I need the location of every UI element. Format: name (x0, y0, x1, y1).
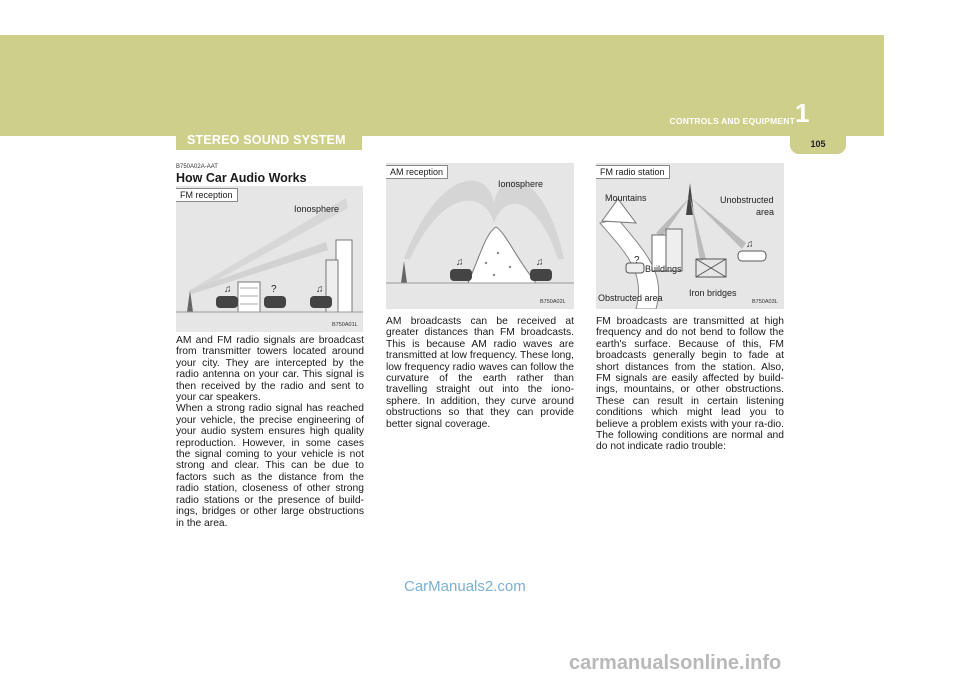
chapter-title: CONTROLS AND EQUIPMENT (669, 116, 795, 126)
page-number: 105 (810, 139, 826, 149)
svg-text:♫: ♫ (316, 284, 324, 295)
question-mark: ? (271, 284, 277, 295)
svg-text:♫: ♫ (456, 257, 464, 268)
chapter-number: 1 (795, 98, 810, 128)
watermark-bottom: carmanualsonline.info (569, 652, 782, 674)
right-body-text: FM broadcasts are transmitted at high frequency and do not bend to follow the earth's surface. Because of this, FM broadcasts generally begin to fade at short distances from the station. Also, FM signals are easily affected by build-ings, mountains, or other obstructions. These can result in certain listening conditions which might lead you to believe a problem exists with your ra-dio. The following conditions are normal and do not indicate radio trouble: (596, 316, 784, 453)
section-code: B750A02A-AAT (176, 164, 218, 170)
watermark-top: CarManuals2.com (404, 578, 526, 595)
middle-body-text: AM broadcasts can be received at greater distances than FM broadcasts. This is because AM radio waves are transmitted at low frequency. These long, low frequency radio waves can follow the curvature of the earth rather than travelling straight out into the iono-sphere. In addition, they curve around obstructions so that they can provide better signal coverage. (386, 316, 574, 430)
ionosphere-label: Ionosphere (294, 204, 340, 214)
section-title: STEREO SOUND SYSTEM (187, 133, 346, 147)
area-label: area (756, 207, 775, 217)
fm-obstruction-illustration (596, 163, 784, 309)
left-body-text (176, 335, 364, 529)
buildings-label: Buildings (645, 264, 682, 274)
fm-reception-label: FM reception (176, 188, 238, 202)
fm-radio-station-label: FM radio station (596, 165, 670, 179)
figure-code: B750A02L (540, 299, 566, 305)
figure-code: B750A03L (752, 299, 778, 305)
iron-bridges-label: Iron bridges (689, 288, 737, 298)
svg-text:♫: ♫ (224, 284, 232, 295)
left-paragraph-2: When a strong radio signal has reached your vehicle, the precise engineering of your audio system ensures high quality reproduction. However, in some cases the signal coming to your vehicle is not strong and clear. This can be due to factors such as the distance from the radio station, closeness of other strong radio stations or the presence of build-ings, bridges or other large obstructions in the area. (176, 403, 364, 529)
section-heading: How Car Audio Works (176, 171, 307, 185)
am-reception-label: AM reception (386, 165, 448, 179)
unobstructed-label: Unobstructed (720, 195, 774, 205)
mountains-label: Mountains (605, 193, 647, 203)
left-paragraph-1: AM and FM radio signals are broadcast from transmitter towers located around your city. They are intercepted by the radio antenna on your car. This signal is then received by the radio and sent to your car speakers. (176, 335, 364, 404)
question-mark: ? (634, 255, 640, 266)
ionosphere-label: Ionosphere (498, 179, 544, 189)
svg-text:♫: ♫ (746, 239, 754, 250)
figure-code: B750A01L (332, 322, 358, 328)
svg-text:♫: ♫ (536, 257, 544, 268)
obstructed-area-label: Obstructed area (598, 293, 663, 303)
fm-reception-illustration (176, 186, 363, 332)
am-reception-illustration (386, 163, 574, 309)
